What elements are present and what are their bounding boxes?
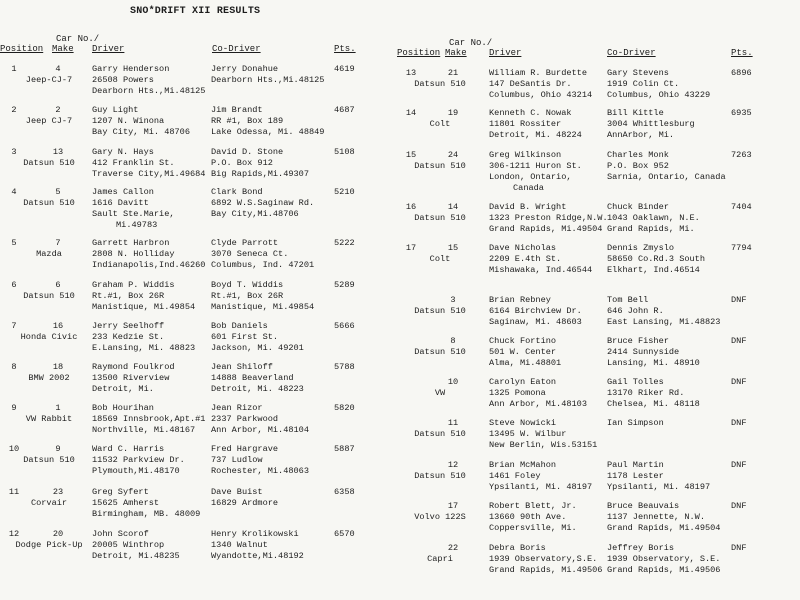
position-header: Position: [397, 48, 441, 58]
car-number: 4: [55, 64, 61, 74]
co-driver-block: [607, 460, 710, 493]
co-driver-block: [607, 243, 705, 276]
driver-block: [489, 501, 577, 534]
car-number: 17: [447, 501, 459, 511]
points: 6935: [731, 108, 752, 118]
driver-line: 412 Franklin St.: [92, 158, 175, 168]
driver-line: 20005 Winthrop: [92, 540, 165, 550]
co-driver-block: [607, 377, 700, 410]
co-driver-line: 16829 Ardmore: [211, 498, 279, 508]
co-driver-line: Lansing, Mi. 48910: [607, 358, 700, 368]
car-make: Dodge Pick-Up: [15, 540, 83, 550]
driver-block: [92, 444, 185, 477]
co-driver-line: Gail Tolles: [607, 377, 664, 387]
driver-block: [92, 529, 180, 562]
driver-line: 1616 Davitt: [92, 198, 149, 208]
driver-line: New Berlin, Wis.53151: [489, 440, 598, 450]
driver-block: [92, 487, 200, 520]
co-driver-block: [607, 108, 695, 141]
car-number: 21: [447, 68, 459, 78]
co-driver-block: [607, 336, 700, 369]
driver-block: [489, 460, 592, 493]
position: 14: [405, 108, 417, 118]
driver-block: [489, 336, 561, 369]
co-driver-line: Sarnia, Ontario, Canada: [607, 172, 726, 182]
driver-line: Dearborn Hts.,Mi.48125: [92, 86, 206, 96]
car-no-header: Car No./: [56, 34, 100, 44]
car-number: 10: [447, 377, 459, 387]
driver-line: Chuck Fortino: [489, 336, 557, 346]
co-driver-line: Bill Kittle: [607, 108, 664, 118]
co-driver-block: [211, 147, 309, 180]
driver-line: Bob Hourihan: [92, 403, 154, 413]
co-driver-header: Co-Driver: [607, 48, 656, 58]
points: 5289: [334, 280, 355, 290]
driver-line: London, Ontario,: [489, 172, 572, 182]
car-make: Datsun 510: [414, 471, 466, 481]
driver-line: Jerry Seelhoff: [92, 321, 165, 331]
co-driver-line: 3004 Whittlesburg: [607, 119, 695, 129]
driver-block: [92, 105, 190, 138]
co-driver-line: Chuck Binder: [607, 202, 669, 212]
points: 5108: [334, 147, 355, 157]
car-make: Datsun 510: [23, 198, 75, 208]
co-driver-line: Fred Hargrave: [211, 444, 279, 454]
co-driver-line: Boyd T. Widdis: [211, 280, 284, 290]
points: DNF: [731, 543, 747, 553]
car-make: BMW 2002: [28, 373, 70, 383]
co-driver-block: [211, 238, 314, 271]
driver-line: Robert Blett, Jr.: [489, 501, 577, 511]
driver-line: 147 DeSantis Dr.: [489, 79, 572, 89]
position: 10: [8, 444, 20, 454]
car-make: Datsun 510: [23, 291, 75, 301]
driver-line: Mi.49783: [116, 220, 158, 230]
co-driver-line: Henry Krolikowski: [211, 529, 299, 539]
driver-line: Rt.#1, Box 26R: [92, 291, 165, 301]
car-number: 2: [55, 105, 61, 115]
points: DNF: [731, 295, 747, 305]
points: 6570: [334, 529, 355, 539]
co-driver-line: 2337 Parkwood: [211, 414, 279, 424]
co-driver-block: [211, 529, 304, 562]
driver-line: Birmingham, MB. 48009: [92, 509, 201, 519]
car-number: 23: [52, 487, 64, 497]
co-driver-block: [607, 418, 664, 429]
driver-block: [489, 377, 587, 410]
co-driver-block: [211, 444, 309, 477]
car-make: Corvair: [30, 498, 68, 508]
co-driver-line: 6892 W.S.Saginaw Rd.: [211, 198, 315, 208]
results-column-right: [397, 0, 792, 600]
driver-line: Ann Arbor, Mi.48103: [489, 399, 587, 409]
car-number: 12: [447, 460, 459, 470]
position: 4: [11, 187, 17, 197]
position: 11: [8, 487, 20, 497]
co-driver-block: [211, 403, 309, 436]
co-driver-line: 2414 Sunnyside: [607, 347, 680, 357]
co-driver-line: Gary Stevens: [607, 68, 669, 78]
car-make: Jeep-CJ-7: [25, 75, 73, 85]
co-driver-line: 1340 Walnut: [211, 540, 268, 550]
driver-line: Garry Henderson: [92, 64, 170, 74]
driver-block: [489, 108, 582, 141]
position: 13: [405, 68, 417, 78]
co-driver-line: Detroit, Mi. 48223: [211, 384, 304, 394]
driver-line: 2209 E.4th St.: [489, 254, 562, 264]
co-driver-line: Jean Shiloff: [211, 362, 273, 372]
position: 12: [8, 529, 20, 539]
driver-block: [92, 280, 195, 313]
driver-line: 26508 Powers: [92, 75, 154, 85]
car-number: 20: [52, 529, 64, 539]
driver-line: Northville, Mi.48167: [92, 425, 196, 435]
position: 9: [11, 403, 17, 413]
co-driver-line: 13170 Riker Rd.: [607, 388, 685, 398]
position: 16: [405, 202, 417, 212]
driver-block: [92, 187, 175, 231]
car-make: Datsun 510: [414, 213, 466, 223]
driver-line: Bay City, Mi. 48706: [92, 127, 190, 137]
driver-block: [489, 150, 582, 194]
co-driver-line: Jerry Donahue: [211, 64, 279, 74]
driver-line: James Callon: [92, 187, 154, 197]
driver-line: Saginaw, Mi. 48603: [489, 317, 582, 327]
points: DNF: [731, 501, 747, 511]
points: DNF: [731, 336, 747, 346]
position-header: Position: [0, 44, 44, 54]
co-driver-line: P.O. Box 912: [211, 158, 273, 168]
co-driver-line: 601 First St.: [211, 332, 279, 342]
position: 8: [11, 362, 17, 372]
co-driver-line: 1043 Oaklawn, N.E.: [607, 213, 700, 223]
car-number: 18: [52, 362, 64, 372]
driver-line: Kenneth C. Nowak: [489, 108, 572, 118]
driver-line: Indianapolis,Ind.46260: [92, 260, 206, 270]
driver-line: Guy Light: [92, 105, 139, 115]
co-driver-line: Bay City,Mi.48706: [211, 209, 299, 219]
driver-line: Manistique, Mi.49854: [92, 302, 196, 312]
driver-line: John Scorof: [92, 529, 149, 539]
points: DNF: [731, 418, 747, 428]
driver-line: 1939 Observatory,S.E.: [489, 554, 598, 564]
co-driver-line: 1919 Colin Ct.: [607, 79, 680, 89]
driver-line: Dave Nicholas: [489, 243, 557, 253]
position: 1: [11, 64, 17, 74]
driver-block: [489, 418, 597, 451]
driver-line: Ward C. Harris: [92, 444, 165, 454]
car-number: 9: [55, 444, 61, 454]
car-make: Volvo 122S: [414, 512, 466, 522]
position: 7: [11, 321, 17, 331]
co-driver-line: Jean Rizor: [211, 403, 263, 413]
co-driver-line: Rochester, Mi.48063: [211, 466, 309, 476]
driver-block: [489, 543, 602, 576]
car-make: Capri: [427, 554, 453, 564]
driver-line: Carolyn Eaton: [489, 377, 557, 387]
co-driver-line: East Lansing, Mi.48823: [607, 317, 721, 327]
co-driver-line: Bob Daniels: [211, 321, 268, 331]
co-driver-block: [607, 295, 720, 328]
co-driver-line: Jackson, Mi. 49201: [211, 343, 304, 353]
co-driver-line: Manistique, Mi.49854: [211, 302, 315, 312]
car-make: Datsun 510: [23, 158, 75, 168]
points: DNF: [731, 460, 747, 470]
co-driver-line: Grand Rapids, Mi.49504: [607, 523, 721, 533]
co-driver-block: [211, 105, 324, 138]
co-driver-line: Columbus, Ind. 47201: [211, 260, 315, 270]
car-make: VW: [434, 388, 446, 398]
driver-line: 1207 N. Winona: [92, 116, 165, 126]
co-driver-line: Grand Rapids, Mi.49506: [607, 565, 721, 575]
driver-line: 1461 Foley: [489, 471, 541, 481]
points: 5820: [334, 403, 355, 413]
driver-line: Grand Rapids, Mi.49506: [489, 565, 603, 575]
co-driver-line: Ian Simpson: [607, 418, 664, 428]
co-driver-block: [211, 321, 304, 354]
co-driver-line: 3070 Seneca Ct.: [211, 249, 289, 259]
make-header: Make: [445, 48, 467, 58]
driver-line: E.Lansing, Mi. 48823: [92, 343, 196, 353]
co-driver-line: Charles Monk: [607, 150, 669, 160]
driver-line: Grand Rapids, Mi.49504: [489, 224, 603, 234]
car-make: Colt: [429, 254, 451, 264]
co-driver-line: Big Rapids,Mi.49307: [211, 169, 309, 179]
driver-line: Coppersville, Mi.: [489, 523, 577, 533]
car-no-header: Car No./: [449, 38, 493, 48]
co-driver-line: Paul Martin: [607, 460, 664, 470]
driver-line: David B. Wright: [489, 202, 567, 212]
driver-line: Plymouth,Mi.48170: [92, 466, 180, 476]
driver-line: 233 Kedzie St.: [92, 332, 165, 342]
points: 7794: [731, 243, 752, 253]
driver-line: Debra Boris: [489, 543, 546, 553]
car-make: VW Rabbit: [25, 414, 73, 424]
car-number: 24: [447, 150, 459, 160]
co-driver-line: 14888 Beaverland: [211, 373, 294, 383]
points: 5788: [334, 362, 355, 372]
car-make: Jeep CJ-7: [25, 116, 73, 126]
position: 17: [405, 243, 417, 253]
co-driver-line: Rt.#1, Box 26R: [211, 291, 284, 301]
driver-line: Ypsilanti, Mi. 48197: [489, 482, 593, 492]
co-driver-line: Dearborn Hts.,Mi.48125: [211, 75, 325, 85]
driver-line: Steve Nowicki: [489, 418, 557, 428]
driver-line: 18569 Innsbrook,Apt.#1: [92, 414, 206, 424]
co-driver-line: Clyde Parrott: [211, 238, 279, 248]
position: 2: [11, 105, 17, 115]
results-column-left: [0, 0, 395, 600]
driver-block: [92, 403, 205, 436]
driver-line: Detroit, Mi.: [92, 384, 154, 394]
driver-line: Detroit, Mi. 48224: [489, 130, 582, 140]
car-make: Datsun 510: [414, 429, 466, 439]
driver-line: 13495 W. Wilbur: [489, 429, 567, 439]
car-number: 22: [447, 543, 459, 553]
points: 5210: [334, 187, 355, 197]
driver-line: 2808 N. Holliday: [92, 249, 175, 259]
driver-block: [92, 64, 205, 97]
car-number: 15: [447, 243, 459, 253]
driver-block: [92, 238, 205, 271]
driver-header: Driver: [489, 48, 522, 58]
co-driver-line: AnnArbor, Mi.: [607, 130, 675, 140]
driver-line: 13500 Riverview: [92, 373, 170, 383]
driver-line: Detroit, Mi.48235: [92, 551, 180, 561]
pts-header: Pts.: [334, 44, 356, 54]
driver-line: Sault Ste.Marie,: [92, 209, 175, 219]
page-title: SNO*DRIFT XII RESULTS: [130, 6, 261, 17]
car-number: 1: [55, 403, 61, 413]
co-driver-line: 737 Ludlow: [211, 455, 263, 465]
co-driver-block: [211, 64, 324, 86]
car-number: 11: [447, 418, 459, 428]
points: DNF: [731, 377, 747, 387]
co-driver-block: [211, 487, 278, 509]
co-driver-block: [607, 501, 720, 534]
position: 15: [405, 150, 417, 160]
driver-header: Driver: [92, 44, 125, 54]
co-driver-line: Bruce Fisher: [607, 336, 669, 346]
co-driver-block: [211, 362, 304, 395]
make-header: Make: [52, 44, 74, 54]
car-number: 5: [55, 187, 61, 197]
co-driver-line: Grand Rapids, Mi.: [607, 224, 695, 234]
pts-header: Pts.: [731, 48, 753, 58]
driver-line: 1323 Preston Ridge,N.W.: [489, 213, 608, 223]
car-number: 6: [55, 280, 61, 290]
car-make: Datsun 510: [414, 306, 466, 316]
co-driver-line: David D. Stone: [211, 147, 284, 157]
car-number: 7: [55, 238, 61, 248]
car-number: 13: [52, 147, 64, 157]
points: 5222: [334, 238, 355, 248]
driver-line: Greg Wilkinson: [489, 150, 562, 160]
driver-line: 11532 Parkview Dr.: [92, 455, 185, 465]
driver-line: Raymond Foulkrod: [92, 362, 175, 372]
position: 3: [11, 147, 17, 157]
co-driver-line: Lake Odessa, Mi. 48849: [211, 127, 325, 137]
driver-line: Greg Syfert: [92, 487, 149, 497]
driver-line: Mishawaka, Ind.46544: [489, 265, 593, 275]
driver-line: Brian Rebney: [489, 295, 551, 305]
co-driver-line: 1939 Observatory, S.E.: [607, 554, 721, 564]
driver-line: 306-1211 Huron St.: [489, 161, 582, 171]
co-driver-line: 1178 Lester: [607, 471, 664, 481]
driver-line: Garrett Harbron: [92, 238, 170, 248]
co-driver-block: [211, 280, 314, 313]
points: 4687: [334, 105, 355, 115]
driver-line: Columbus, Ohio 43214: [489, 90, 593, 100]
co-driver-line: Dennis Zmyslo: [607, 243, 675, 253]
position: 6: [11, 280, 17, 290]
driver-line: Graham P. Widdis: [92, 280, 175, 290]
points: 4619: [334, 64, 355, 74]
points: 5666: [334, 321, 355, 331]
co-driver-line: Wyandotte,Mi.48192: [211, 551, 304, 561]
car-number: 8: [450, 336, 456, 346]
points: 6896: [731, 68, 752, 78]
car-number: 16: [52, 321, 64, 331]
co-driver-line: Columbus, Ohio 43229: [607, 90, 711, 100]
co-driver-line: Elkhart, Ind.46514: [607, 265, 700, 275]
driver-line: Brian McMahon: [489, 460, 557, 470]
driver-line: 15625 Amherst: [92, 498, 160, 508]
co-driver-line: Dave Buist: [211, 487, 263, 497]
co-driver-line: Clark Bond: [211, 187, 263, 197]
co-driver-line: 1137 Jennette, N.W.: [607, 512, 705, 522]
driver-line: 1325 Pomona: [489, 388, 546, 398]
driver-line: Canada: [513, 183, 544, 193]
driver-block: [92, 147, 205, 180]
car-make: Colt: [429, 119, 451, 129]
points: 7404: [731, 202, 752, 212]
car-number: 14: [447, 202, 459, 212]
car-make: Datsun 510: [23, 455, 75, 465]
points: 5887: [334, 444, 355, 454]
car-number: 3: [450, 295, 456, 305]
driver-block: [92, 362, 175, 395]
co-driver-header: Co-Driver: [212, 44, 261, 54]
position: 5: [11, 238, 17, 248]
car-make: Honda Civic: [20, 332, 78, 342]
co-driver-block: [607, 202, 700, 235]
points: 6358: [334, 487, 355, 497]
co-driver-line: RR #1, Box 189: [211, 116, 284, 126]
co-driver-line: P.O. Box 952: [607, 161, 669, 171]
driver-line: 501 W. Center: [489, 347, 557, 357]
co-driver-line: Chelsea, Mi. 48118: [607, 399, 700, 409]
car-make: Datsun 510: [414, 79, 466, 89]
car-make: Datsun 510: [414, 161, 466, 171]
driver-line: William R. Burdette: [489, 68, 587, 78]
co-driver-line: Jim Brandt: [211, 105, 263, 115]
car-make: Mazda: [36, 249, 62, 259]
driver-line: Alma, Mi.48801: [489, 358, 562, 368]
co-driver-block: [211, 187, 314, 220]
co-driver-block: [607, 150, 726, 183]
co-driver-line: Jeffrey Boris: [607, 543, 675, 553]
co-driver-line: Ann Arbor, Mi.48104: [211, 425, 309, 435]
co-driver-block: [607, 68, 710, 101]
driver-line: 13660 90th Ave.: [489, 512, 567, 522]
co-driver-line: Bruce Beauvais: [607, 501, 680, 511]
driver-line: Traverse City,Mi.49684: [92, 169, 206, 179]
car-make: Datsun 510: [414, 347, 466, 357]
driver-block: [489, 202, 608, 235]
driver-block: [92, 321, 195, 354]
driver-block: [489, 295, 582, 328]
points: 7263: [731, 150, 752, 160]
car-number: 19: [447, 108, 459, 118]
co-driver-line: 646 John R.: [607, 306, 664, 316]
driver-line: Gary N. Hays: [92, 147, 154, 157]
driver-line: 6164 Birchview Dr.: [489, 306, 582, 316]
driver-block: [489, 243, 592, 276]
driver-block: [489, 68, 592, 101]
driver-line: 11801 Rossiter: [489, 119, 562, 129]
co-driver-line: 58650 Co.Rd.3 South: [607, 254, 705, 264]
co-driver-block: [607, 543, 720, 576]
co-driver-line: Ypsilanti, Mi. 48197: [607, 482, 711, 492]
co-driver-line: Tom Bell: [607, 295, 649, 305]
